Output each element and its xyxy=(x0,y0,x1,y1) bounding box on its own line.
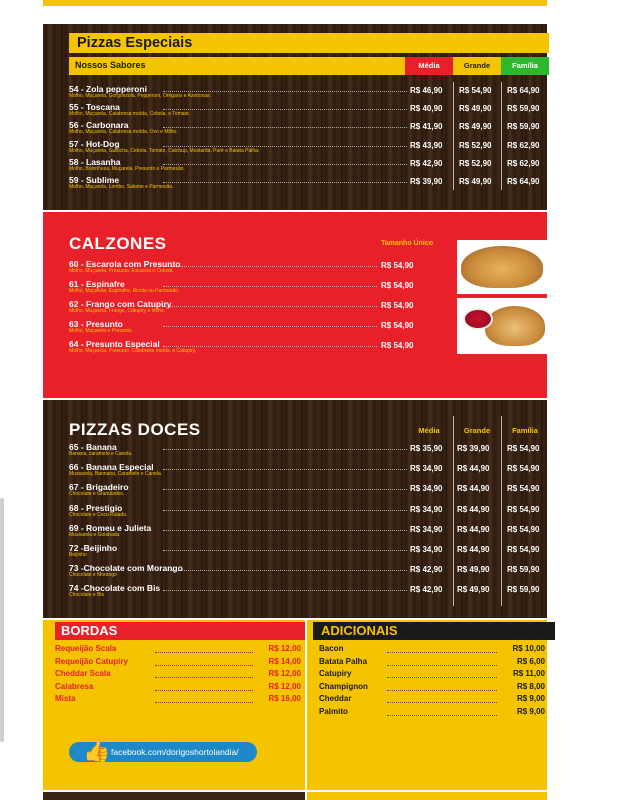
menu-row xyxy=(43,482,547,500)
dot-leader xyxy=(387,665,497,666)
item-name: 73 -Chocolate com Morango xyxy=(69,563,183,574)
dot-leader xyxy=(163,164,407,165)
item-description: Chocolate e Coco Ralado. xyxy=(69,511,128,518)
item-description: Mussarela e Goiabada xyxy=(69,531,120,538)
adicionais-title-bar xyxy=(313,622,555,640)
addon-price: R$ 12,00 xyxy=(268,644,301,653)
dot-leader xyxy=(155,665,253,666)
item-price: R$ 54,90 xyxy=(381,341,414,350)
addon-price: R$ 14,00 xyxy=(268,656,301,666)
addon-name: Batata Palha xyxy=(319,656,368,666)
addon-price: R$ 9,00 xyxy=(516,707,545,716)
item-name: 66 - Banana Especial xyxy=(69,462,154,473)
item-price: R$ 54,90 xyxy=(507,444,540,453)
item-description: Molho, Muçarela, Presunto, Escarola e Cebola. xyxy=(69,268,174,274)
dot-leader xyxy=(163,266,377,267)
item-price: R$ 34,90 xyxy=(410,524,443,534)
addon-row xyxy=(319,644,545,656)
item-price: R$ 44,90 xyxy=(457,524,490,534)
dot-leader xyxy=(163,530,407,531)
item-price: R$ 59,90 xyxy=(507,122,540,132)
dot-leader xyxy=(163,570,407,571)
dot-leader xyxy=(163,469,407,470)
item-description: Banana, caramelo e Canela. xyxy=(69,451,133,457)
item-price: R$ 59,90 xyxy=(507,585,540,595)
item-price: R$ 34,90 xyxy=(410,504,443,514)
especiais-col-grande: Grande xyxy=(453,57,501,75)
adicionais-section xyxy=(307,620,547,790)
item-description: Chocolate e Bis xyxy=(69,592,105,599)
dot-leader xyxy=(155,677,253,678)
addon-row xyxy=(55,657,301,669)
especiais-col-familia: Família xyxy=(501,57,549,75)
dot-leader xyxy=(163,91,407,92)
addon-row xyxy=(55,682,301,694)
dot-leader xyxy=(155,702,253,703)
menu-row xyxy=(43,102,547,120)
item-price: R$ 34,90 xyxy=(410,484,443,494)
item-name: 64 - Presunto Especial xyxy=(69,339,160,349)
item-price: R$ 59,90 xyxy=(507,565,540,575)
especiais-subheader: Nossos Sabores xyxy=(75,60,146,70)
dot-leader xyxy=(387,702,497,703)
item-name: 57 - Hot-Dog xyxy=(69,138,120,149)
menu-row xyxy=(43,157,547,175)
dot-leader xyxy=(155,690,253,691)
item-description: Molho, Muçarela, Gorgonzola, Pepperoni, Orégano e Azeitonas. xyxy=(69,93,212,99)
addon-row xyxy=(319,657,545,669)
item-name: 59 - Sublime xyxy=(69,175,120,185)
addon-price: R$ 9,00 xyxy=(516,694,545,704)
item-price: R$ 49,90 xyxy=(459,122,492,132)
item-price: R$ 54,90 xyxy=(381,281,414,290)
item-name: 69 - Romeu e Julieta xyxy=(69,522,152,533)
menu-row xyxy=(43,442,547,460)
dot-leader xyxy=(163,306,377,307)
calzones-title: CALZONES xyxy=(69,234,167,253)
item-description: Molho, Muçarela, Calabresa moída, Ovo e Milho. xyxy=(69,129,178,136)
dot-leader xyxy=(387,652,497,653)
addon-price: R$ 8,00 xyxy=(516,681,545,691)
bordas-title-bar xyxy=(55,622,305,640)
item-price: R$ 64,90 xyxy=(507,177,540,186)
bordas-title: BORDAS xyxy=(61,623,118,638)
item-price: R$ 49,90 xyxy=(457,585,490,595)
item-name: 62 - Frango com Catupiry xyxy=(69,299,172,309)
item-price: R$ 49,90 xyxy=(457,565,490,575)
doces-col-media: Média xyxy=(418,426,440,435)
dot-leader xyxy=(163,146,407,147)
item-price: R$ 54,90 xyxy=(507,504,540,514)
addon-row xyxy=(55,669,301,681)
addon-name: Palmito xyxy=(319,707,348,716)
item-name: 60 - Escarola com Presunto xyxy=(69,259,181,269)
dot-leader xyxy=(163,510,407,511)
item-price: R$ 39,90 xyxy=(457,444,490,453)
addon-row xyxy=(319,694,545,706)
dot-leader xyxy=(163,286,377,287)
item-price: R$ 41,90 xyxy=(410,122,443,132)
addon-name: Mista xyxy=(55,694,76,704)
item-name: 55 - Toscana xyxy=(69,102,120,113)
dot-leader xyxy=(163,346,377,347)
item-price: R$ 52,90 xyxy=(459,158,492,168)
doces-section xyxy=(43,400,547,618)
item-price: R$ 44,90 xyxy=(457,484,490,494)
dot-leader xyxy=(163,489,407,490)
calzones-col-label: Tamanho Único xyxy=(381,240,433,247)
thumbs-up-icon: 👍 xyxy=(83,738,111,763)
menu-row xyxy=(43,543,547,561)
item-description: Molho, Muçarela, Presunto, Calabresa moída, e Catupiry. xyxy=(69,348,197,354)
item-name: 72 -Beijinho xyxy=(69,543,118,553)
dot-leader xyxy=(155,652,253,653)
addon-name: Catupiry xyxy=(319,669,352,679)
addon-row xyxy=(319,669,545,681)
especiais-subheader-bar xyxy=(69,57,405,75)
item-description: Chocolate e Granulados. xyxy=(69,491,125,498)
item-description: Molho, Bolonhesa, Muçarela, Presunto e Parmesão. xyxy=(69,165,185,172)
item-description: Chocolate e Morango xyxy=(69,572,117,579)
item-price: R$ 62,90 xyxy=(507,158,540,168)
item-price: R$ 52,90 xyxy=(459,140,492,150)
item-description: Mussarela, Bannana, Caramelo e Canela. xyxy=(69,471,163,478)
item-description: Molho, Muçarela, Salsicha, Cebola, Tomate, Catchup, Mostarda, Purê e Batata Palha. xyxy=(69,147,260,154)
doces-title: PIZZAS DOCES xyxy=(69,420,201,439)
top-yellow-strip xyxy=(43,0,547,6)
item-price: R$ 44,90 xyxy=(457,545,490,554)
addon-price: R$ 6,00 xyxy=(516,656,545,666)
item-name: 61 - Espinafre xyxy=(69,279,125,289)
addon-row xyxy=(319,682,545,694)
next-page-wood xyxy=(43,792,305,800)
addon-name: Cheddar Scala xyxy=(55,669,111,679)
menu-row xyxy=(43,84,547,102)
item-description: Molho, Muçarela e Presunto. xyxy=(69,328,133,334)
item-description: Molho, Muçarela, Calabresa moída, Cebola, e Tomate. xyxy=(69,111,191,118)
item-description: Molho, Muçarela, Espinafre, Ricota ou Parmesão. xyxy=(69,288,180,294)
especiais-section xyxy=(43,24,547,210)
item-price: R$ 54,90 xyxy=(459,86,492,95)
calzone-photo-1 xyxy=(457,240,547,294)
dot-leader xyxy=(387,677,497,678)
especiais-col-media: Média xyxy=(405,57,453,75)
item-price: R$ 54,90 xyxy=(507,464,540,474)
addon-name: Requeijão Scala xyxy=(55,644,117,653)
item-price: R$ 54,90 xyxy=(507,484,540,494)
item-price: R$ 46,90 xyxy=(410,86,443,95)
adicionais-title: ADICIONAIS xyxy=(321,623,398,638)
addon-price: R$ 11,00 xyxy=(512,669,545,679)
item-price: R$ 62,90 xyxy=(507,140,540,150)
item-name: 68 - Prestigio xyxy=(69,502,123,513)
item-name: 58 - Lasanha xyxy=(69,156,121,167)
addon-row xyxy=(55,694,301,706)
doces-col-grande: Grande xyxy=(463,426,491,435)
item-price: R$ 54,90 xyxy=(381,301,414,310)
dot-leader xyxy=(163,109,407,110)
item-price: R$ 34,90 xyxy=(410,545,443,554)
item-name: 67 - Brigadeiro xyxy=(69,482,129,493)
page-scrollbar[interactable] xyxy=(0,498,4,742)
item-price: R$ 34,90 xyxy=(410,464,443,474)
item-price: R$ 42,90 xyxy=(410,565,443,575)
menu-row xyxy=(43,175,547,193)
dot-leader xyxy=(163,590,407,591)
dot-leader xyxy=(163,550,407,551)
menu-row xyxy=(43,563,547,581)
addon-name: Calabresa xyxy=(55,681,94,691)
addon-name: Cheddar xyxy=(319,694,352,704)
menu-page xyxy=(43,0,547,800)
dot-leader xyxy=(163,449,407,450)
addon-name: Bacon xyxy=(319,644,344,653)
item-price: R$ 54,90 xyxy=(381,321,414,330)
menu-row xyxy=(43,523,547,541)
item-name: 65 - Banana xyxy=(69,442,117,452)
item-price: R$ 43,90 xyxy=(410,140,443,150)
item-price: R$ 49,90 xyxy=(459,177,492,186)
item-price: R$ 35,90 xyxy=(410,444,443,453)
menu-row xyxy=(43,120,547,138)
item-price: R$ 42,90 xyxy=(410,158,443,168)
item-price: R$ 54,90 xyxy=(507,545,540,554)
bordas-section xyxy=(43,620,305,790)
item-price: R$ 39,90 xyxy=(410,177,443,186)
item-price: R$ 40,90 xyxy=(410,104,443,114)
item-name: 63 - Presunto xyxy=(69,319,123,329)
item-price: R$ 44,90 xyxy=(457,504,490,514)
next-page-yellow xyxy=(307,792,547,800)
addon-price: R$ 16,00 xyxy=(268,694,301,704)
especiais-title: Pizzas Especiais xyxy=(69,33,549,53)
item-price: R$ 64,90 xyxy=(507,86,540,95)
item-price: R$ 44,90 xyxy=(457,464,490,474)
item-description: Molho, Muçarela, Lombo, Salame e Parmesão. xyxy=(69,184,174,190)
addon-name: Champignon xyxy=(319,681,368,691)
item-name: 56 - Carbonara xyxy=(69,120,129,131)
addon-row xyxy=(319,707,545,719)
item-name: 74 -Chocolate com Bis xyxy=(69,583,161,594)
addon-price: R$ 10,00 xyxy=(512,644,545,653)
addon-price: R$ 12,00 xyxy=(268,669,301,679)
item-name: 54 - Zola pepperoni xyxy=(69,84,147,94)
item-description: Molho, Muçarela, Frango, Catupiry e Milho. xyxy=(69,308,165,314)
calzones-section xyxy=(43,212,547,398)
dot-leader xyxy=(163,182,407,183)
addon-price: R$ 12,00 xyxy=(268,681,301,691)
item-price: R$ 59,90 xyxy=(507,104,540,114)
dot-leader xyxy=(387,715,497,716)
dot-leader xyxy=(387,690,497,691)
dot-leader xyxy=(163,127,407,128)
dot-leader xyxy=(163,326,377,327)
item-price: R$ 54,90 xyxy=(381,261,414,270)
menu-row xyxy=(43,139,547,157)
menu-row xyxy=(43,462,547,480)
menu-row xyxy=(43,583,547,601)
doces-col-familia: Família xyxy=(512,426,538,435)
item-description: Beijinho xyxy=(69,552,87,558)
item-price: R$ 42,90 xyxy=(410,585,443,595)
item-price: R$ 49,90 xyxy=(459,104,492,114)
item-price: R$ 54,90 xyxy=(507,524,540,534)
menu-row xyxy=(43,503,547,521)
calzone-photo-2 xyxy=(457,298,547,354)
addon-name: Requeijão Catupiry xyxy=(55,656,128,666)
facebook-url: facebook.com/dorigoshortolandia/ xyxy=(111,747,239,757)
facebook-link[interactable] xyxy=(69,738,257,763)
addon-row xyxy=(55,644,301,656)
